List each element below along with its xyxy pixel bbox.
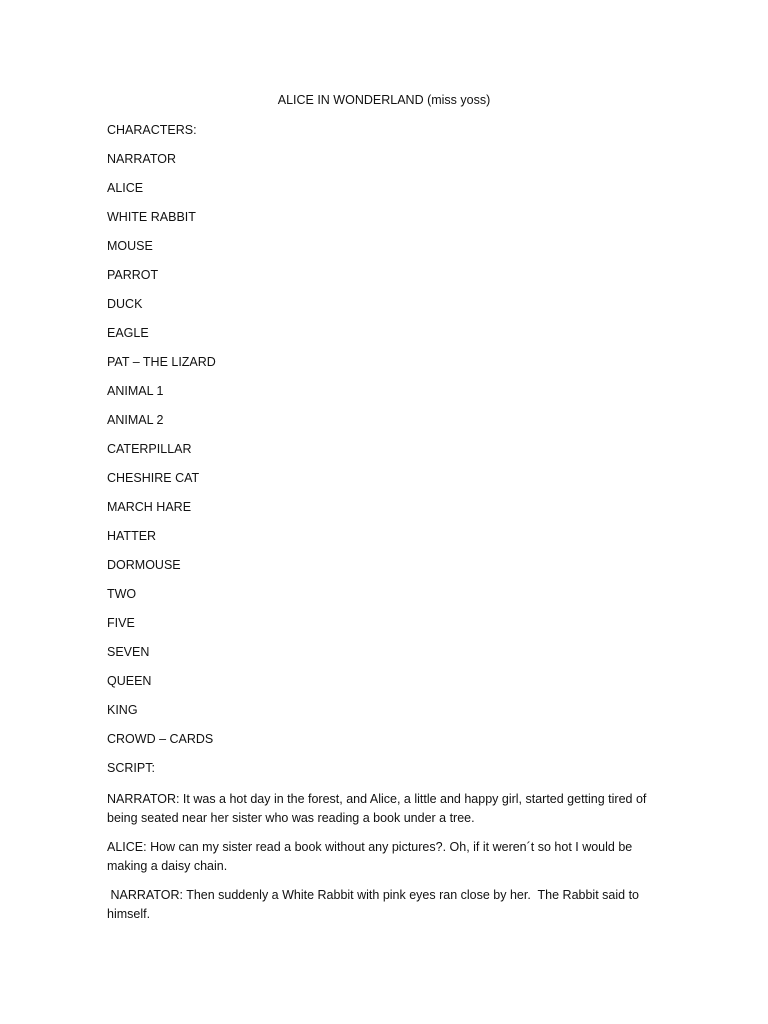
character-item: NARRATOR — [107, 152, 176, 166]
character-item: QUEEN — [107, 674, 152, 688]
script-paragraph: ALICE: How can my sister read a book without any pictures?. Oh, if it weren´t so hot I would be making a daisy chain. — [107, 840, 633, 873]
character-item: ANIMAL 1 — [107, 384, 164, 398]
script-section — [107, 790, 667, 934]
character-item: MARCH HARE — [107, 500, 192, 514]
character-item: FIVE — [107, 616, 135, 630]
character-item: SEVEN — [107, 645, 150, 659]
character-item: PARROT — [107, 268, 159, 282]
character-item: CATERPILLAR — [107, 442, 192, 456]
character-item: EAGLE — [107, 326, 149, 340]
characters-section — [107, 121, 667, 788]
character-item: WHITE RABBIT — [107, 210, 196, 224]
character-item: TWO — [107, 587, 137, 601]
character-item: ALICE — [107, 181, 144, 195]
script-paragraph: NARRATOR: It was a hot day in the forest, and Alice, a little and happy girl, started getting tired of being seated near her sister who was reading a book under a tree. — [107, 792, 647, 825]
character-item: PAT – THE LIZARD — [107, 355, 216, 369]
characters-heading: CHARACTERS: — [107, 123, 197, 137]
character-item: HATTER — [107, 529, 157, 543]
character-item: MOUSE — [107, 239, 153, 253]
character-item: CHESHIRE CAT — [107, 471, 200, 485]
document-title: ALICE IN WONDERLAND (miss yoss) — [277, 93, 491, 107]
character-item: CROWD – CARDS — [107, 732, 214, 746]
character-item: ANIMAL 2 — [107, 413, 164, 427]
script-paragraph: NARRATOR: Then suddenly a White Rabbit with pink eyes ran close by her. The Rabbit said to himself. — [107, 888, 643, 921]
script-heading: SCRIPT: — [107, 761, 155, 775]
character-item: DORMOUSE — [107, 558, 181, 572]
character-item: DUCK — [107, 297, 143, 311]
character-item: KING — [107, 703, 138, 717]
